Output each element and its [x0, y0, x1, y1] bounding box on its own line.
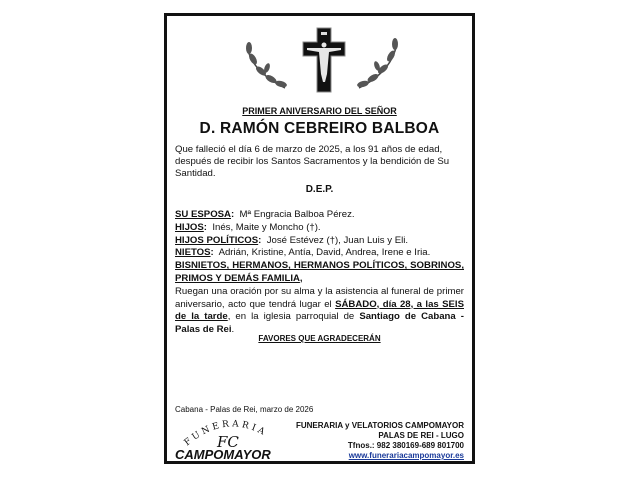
grandchildren-line: NIETOS: Adrián, Kristine, Antía, David, Andrea, Irene e Iria. [175, 247, 431, 259]
request-text-3: . [231, 324, 235, 336]
spouse-value: Mª Engracia Balboa Pérez. [239, 209, 355, 220]
other-relatives-2: PRIMOS Y DEMÁS FAMILIA [175, 272, 300, 284]
funeraria-logo [173, 414, 293, 460]
inlaws-label: HIJOS POLÍTICOS [175, 234, 259, 246]
funeral-home-info [296, 421, 464, 461]
svg-text:FC: FC [217, 433, 239, 451]
spouse-label: SU ESPOSA [175, 209, 231, 220]
other-relatives-line-2: PRIMOS Y DEMÁS FAMILIA, [175, 272, 303, 284]
cross-icon [303, 28, 345, 92]
grandchildren-label: NIETOS [175, 247, 211, 259]
death-paragraph: Que falleció el día 6 de marzo de 2025, a los 91 años de edad, después de recibir los Santos Sacramentos y la bendición de Su Santidad. [175, 144, 450, 179]
place-date: Cabana - Palas de Rei, marzo de 2026 [175, 405, 314, 414]
dep-label: D.E.P. [305, 184, 334, 195]
funeral-home-city: PALAS DE REI - LUGO [378, 431, 464, 440]
obituary-card [164, 13, 475, 464]
funeral-date: SÁBADO, día 28, a las SEIS de la tarde [175, 298, 464, 323]
other-relatives-line-1 [175, 260, 464, 273]
favores-label: FAVORES QUE AGRADECERÁN [258, 334, 381, 343]
left-laurel-icon [246, 42, 288, 88]
funeral-place: Santiago de Cabana - Palas de Rei [175, 311, 464, 336]
inlaws-line: HIJOS POLÍTICOS: José Estévez (†), Juan Luis y Eli. [175, 234, 409, 246]
grandchildren-value: Adrián, Kristine, Antía, David, Andrea, Irene e Iria. [218, 247, 431, 259]
spouse-line: SU ESPOSA: Mª Engracia Balboa Pérez. [175, 209, 355, 220]
children-line: HIJOS: Inés, Maite y Moncho (†). [175, 221, 321, 233]
request-text-2: , en la iglesia parroquial de [227, 311, 360, 323]
funeral-home-website-link[interactable]: www.funerariacampomayor.es [348, 451, 464, 460]
funeral-home-name: FUNERARIA y VELATORIOS CAMPOMAYOR [295, 421, 464, 430]
right-laurel-icon [356, 38, 398, 88]
inlaws-value: José Estévez (†), Juan Luis y Eli. [266, 234, 409, 246]
children-label: HIJOS [175, 221, 204, 233]
svg-text:FUNERARIA: FUNERARIA [182, 419, 269, 449]
children-value: Inés, Maite y Moncho (†). [212, 221, 321, 233]
request-text-1: Ruegan una oración por su alma y la asistencia al funeral de primer aniversario, acto que tendrá lugar el [175, 285, 464, 310]
funeral-home-phones: Tfnos.: 982 380169-689 801700 [347, 441, 464, 450]
svg-text:CAMPOMAYOR: CAMPOMAYOR [175, 447, 271, 460]
deceased-name: D. RAMÓN CEBREIRO BALBOA [199, 120, 440, 137]
other-relatives-1: BISNIETOS, HERMANOS, HERMANOS POLÍTICOS, SOBRINOS, [175, 260, 464, 272]
anniversary-title: PRIMER ANIVERSARIO DEL SEÑOR [242, 106, 397, 116]
family-section [175, 209, 464, 337]
crucifix-with-laurels-icon [237, 26, 407, 96]
funeral-request [175, 286, 464, 337]
